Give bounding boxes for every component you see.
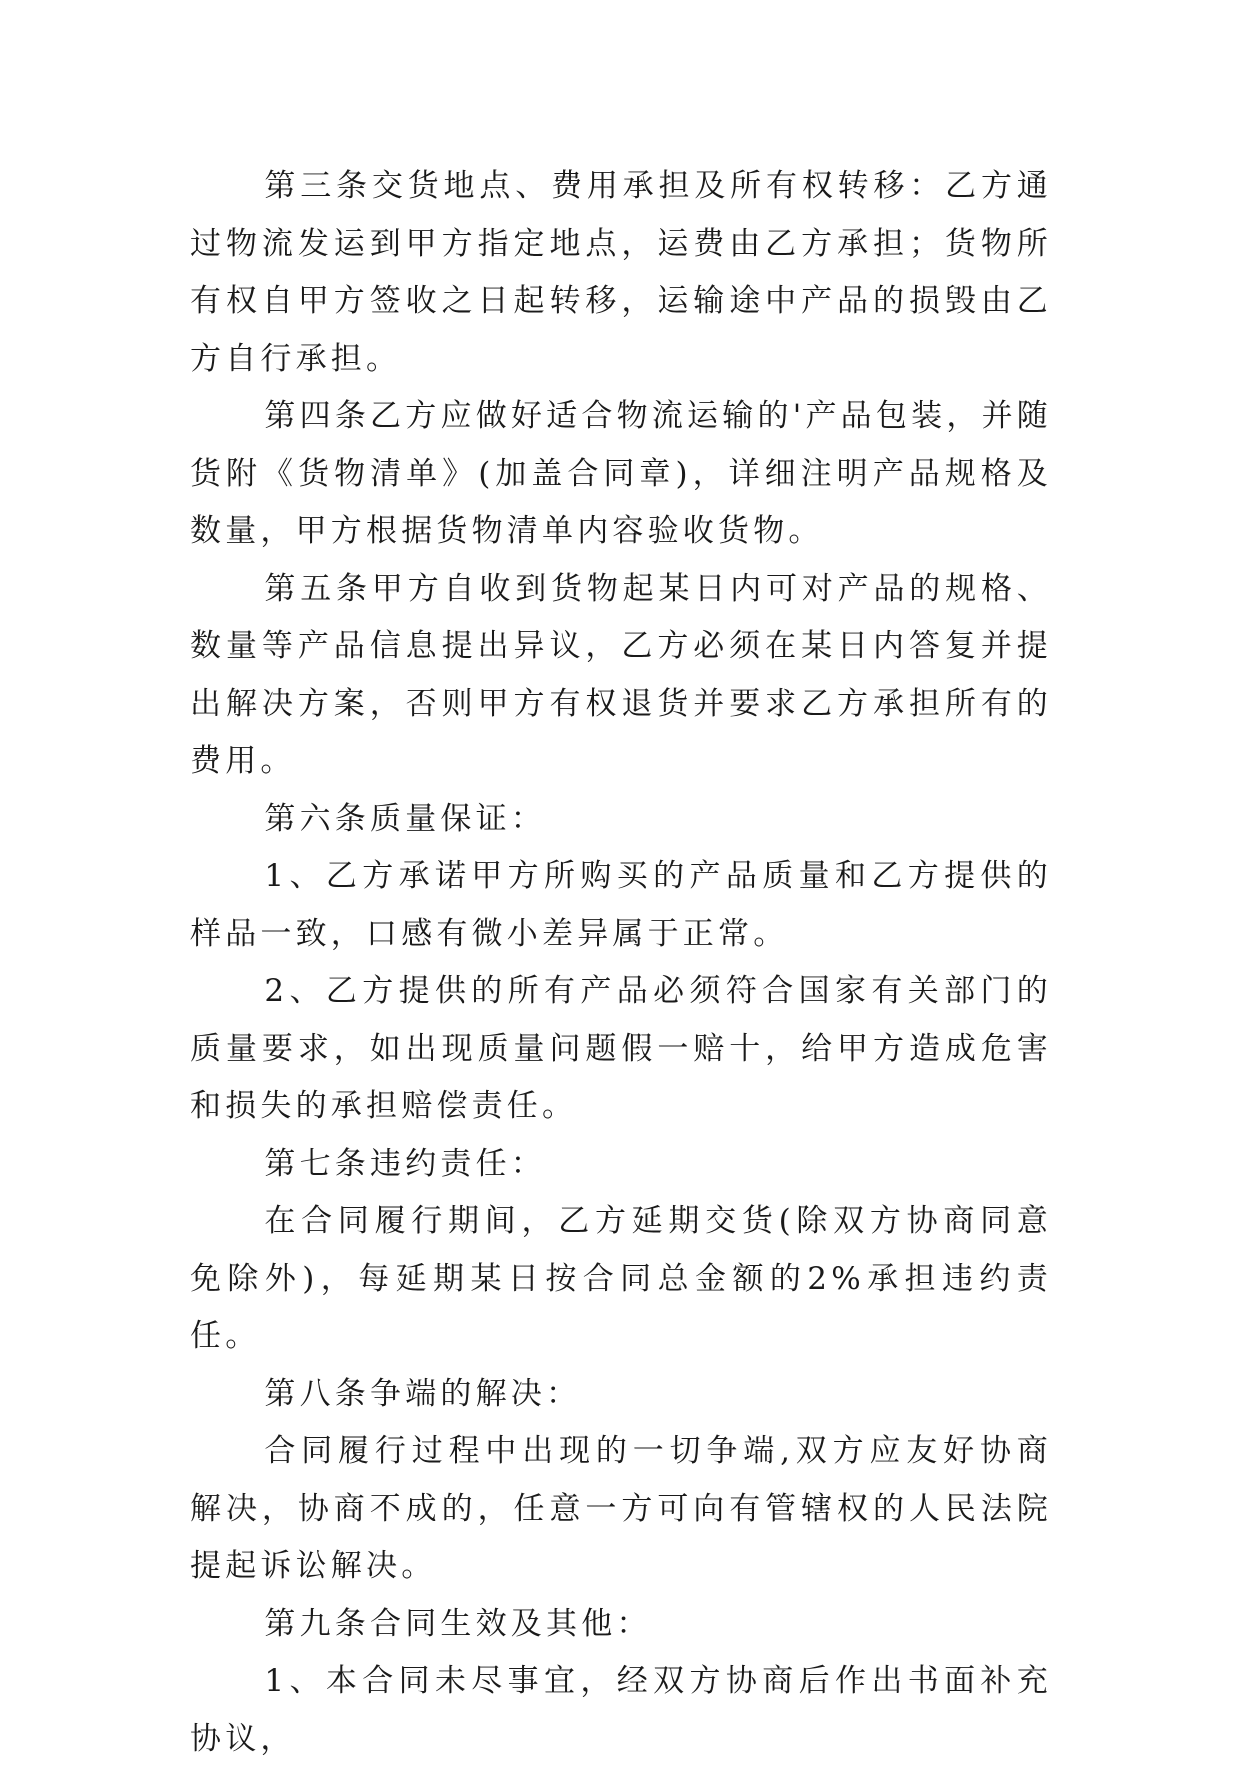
clause-6-heading: 第六条质量保证： [264,800,546,837]
clause-8-body: 合同履行过程中出现的一切争端,双方应友好协商解决，协商不成的，任意一方可向有管辖权的人民法院提起诉讼解决。 [190,1433,1052,1584]
clause-6-item-1: 1、乙方承诺甲方所购买的产品质量和乙方提供的样品一致，口感有微小差异属于正常。 [190,858,1052,952]
clause-7-heading: 第七条违约责任： [264,1145,546,1182]
clause-6-item-2: 2、乙方提供的所有产品必须符合国家有关部门的质量要求，如出现质量问题假一赔十，给甲方造成危害和损失的承担赔偿责任。 [190,973,1052,1124]
contract-text-body [190,158,1052,1768]
clause-4-packaging: 第四条乙方应做好适合物流运输的'产品包装，并随货附《货物清单》(加盖合同章)，详细注明产品规格及数量，甲方根据货物清单内容验收货物。 [190,398,1052,549]
clause-7-body: 在合同履行期间，乙方延期交货(除双方协商同意免除外)，每延期某日按合同总金额的2%承担违约责任。 [190,1203,1052,1354]
clause-8-heading: 第八条争端的解决： [264,1375,582,1412]
clause-3-delivery: 第三条交货地点、费用承担及所有权转移：乙方通过物流发运到甲方指定地点，运费由乙方承担；货物所有权自甲方签收之日起转移，运输途中产品的损毁由乙方自行承担。 [190,168,1052,377]
clause-9-heading: 第九条合同生效及其他： [264,1605,652,1642]
clause-9-item-1: 1、本合同未尽事宜，经双方协商后作出书面补充协议， [190,1663,1052,1757]
clause-5-objection: 第五条甲方自收到货物起某日内可对产品的规格、数量等产品信息提出异议，乙方必须在某日内答复并提出解决方案，否则甲方有权退货并要求乙方承担所有的费用。 [190,570,1052,779]
